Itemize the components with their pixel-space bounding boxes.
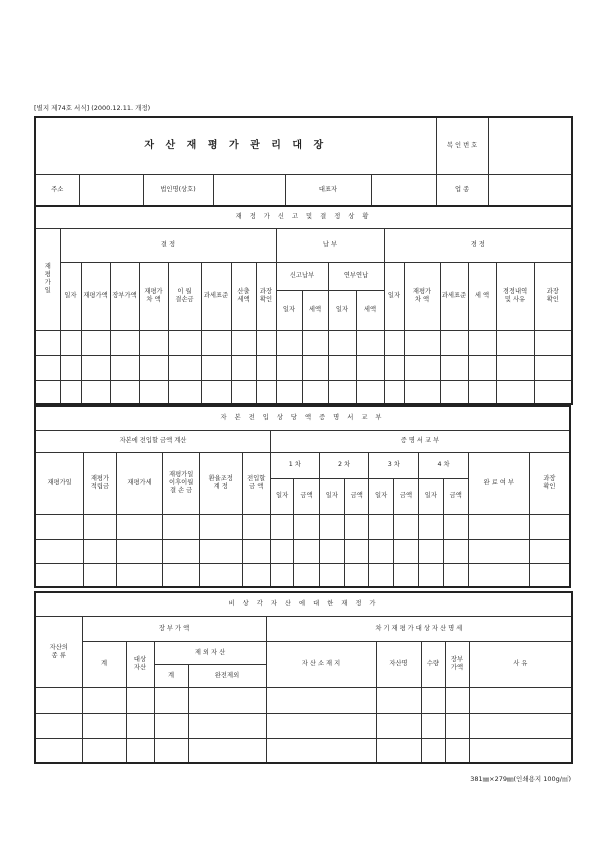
cell[interactable]	[469, 687, 572, 713]
cell[interactable]	[116, 514, 163, 539]
table-row	[35, 539, 570, 563]
cell[interactable]	[468, 330, 496, 355]
decision-col: 과세표준	[201, 262, 231, 330]
cell[interactable]	[328, 330, 356, 355]
cell[interactable]	[468, 514, 529, 539]
round-sub: 일자	[270, 478, 293, 514]
decision-header: 결 정	[60, 228, 276, 262]
correction-col: 재평가 차 액	[404, 262, 440, 330]
cell[interactable]	[443, 563, 468, 587]
round-header: 1 차	[270, 452, 319, 478]
cell[interactable]	[440, 330, 468, 355]
round-sub: 금액	[294, 478, 319, 514]
cell[interactable]	[440, 355, 468, 380]
cell[interactable]	[270, 563, 293, 587]
cell[interactable]	[188, 738, 266, 763]
cell[interactable]	[242, 539, 270, 563]
cell[interactable]	[384, 330, 404, 355]
cell[interactable]	[421, 738, 445, 763]
corp-name-value[interactable]	[213, 174, 285, 206]
section3-rows	[35, 687, 572, 763]
cell[interactable]	[404, 380, 440, 404]
cell[interactable]	[404, 355, 440, 380]
reason-header: 사 유	[469, 641, 572, 687]
cell[interactable]	[82, 738, 126, 763]
business-type-value[interactable]	[488, 174, 572, 206]
book-value-header: 장 부 가 액	[82, 616, 266, 641]
cell[interactable]	[60, 355, 81, 380]
cell[interactable]	[163, 514, 200, 539]
cell[interactable]	[110, 330, 139, 355]
corp-name-label: 법인명(상호)	[143, 174, 213, 206]
cell[interactable]	[496, 330, 534, 355]
round-sub: 일자	[319, 478, 344, 514]
cell[interactable]	[84, 514, 116, 539]
cell[interactable]	[369, 514, 393, 539]
cell[interactable]	[384, 380, 404, 404]
correction-col: 과장 확인	[534, 262, 572, 330]
round-sub: 일자	[419, 478, 443, 514]
cell[interactable]	[376, 738, 421, 763]
cell[interactable]	[35, 738, 82, 763]
section1-title: 재 정 가 신 고 및 결 정 상 황	[35, 206, 572, 228]
cell[interactable]	[168, 380, 201, 404]
quantity-header: 수량	[421, 641, 445, 687]
calc-col: 재평가 적립금	[84, 452, 116, 514]
cell[interactable]	[419, 539, 443, 563]
cell[interactable]	[82, 713, 126, 738]
cell[interactable]	[126, 687, 154, 713]
round-sub: 일자	[369, 478, 393, 514]
table-row	[35, 738, 572, 763]
cell[interactable]	[163, 539, 200, 563]
cell[interactable]	[82, 687, 126, 713]
cell[interactable]	[443, 539, 468, 563]
cell[interactable]	[126, 713, 154, 738]
cell[interactable]	[421, 687, 445, 713]
cell[interactable]	[496, 355, 534, 380]
cell[interactable]	[84, 539, 116, 563]
cell[interactable]	[468, 539, 529, 563]
cell[interactable]	[393, 539, 418, 563]
cell[interactable]	[201, 355, 231, 380]
cell[interactable]	[393, 514, 418, 539]
cell[interactable]	[231, 380, 256, 404]
cell[interactable]	[201, 380, 231, 404]
excluded-total-header: 계	[154, 664, 188, 687]
book-amount-header: 장부 가액	[445, 641, 469, 687]
total-header: 계	[82, 641, 126, 687]
cell[interactable]	[266, 687, 376, 713]
cell[interactable]	[294, 514, 319, 539]
doc-number-label: 복 인 번 호	[436, 117, 488, 174]
cell[interactable]	[319, 514, 344, 539]
next-assets-header: 차 기 재 평 가 대 상 자 산 명 세	[266, 616, 572, 641]
cell[interactable]	[276, 330, 302, 355]
cell[interactable]	[256, 355, 276, 380]
cell[interactable]	[60, 380, 81, 404]
cell[interactable]	[256, 380, 276, 404]
cell[interactable]	[139, 355, 168, 380]
cell[interactable]	[188, 687, 266, 713]
table-row	[35, 330, 572, 355]
section2-table	[34, 405, 571, 588]
address-value[interactable]	[79, 174, 143, 206]
section3-title: 비 상 각 자 산 에 대 한 재 정 가	[35, 592, 572, 616]
cell[interactable]	[468, 355, 496, 380]
asset-type-header: 자산의 종 류	[35, 616, 82, 687]
decision-col: 이 월 결손금	[168, 262, 201, 330]
cell[interactable]	[231, 355, 256, 380]
calc-col: 전입할 금 액	[242, 452, 270, 514]
section2-title: 자 본 전 입 상 당 액 증 명 서 교 부	[35, 406, 570, 430]
table-row	[35, 563, 570, 587]
cell[interactable]	[404, 330, 440, 355]
correction-col: 과세표준	[440, 262, 468, 330]
payment-sub: 일자	[276, 290, 302, 330]
cell[interactable]	[110, 355, 139, 380]
cell[interactable]	[139, 330, 168, 355]
table-row	[35, 355, 572, 380]
cell[interactable]	[534, 380, 572, 404]
cell[interactable]	[445, 713, 469, 738]
cell[interactable]	[81, 330, 110, 355]
section3-table	[34, 591, 573, 764]
cell[interactable]	[356, 355, 384, 380]
calc-col: 재평가일 이후이월 결 손 금	[163, 452, 200, 514]
cell[interactable]	[302, 355, 328, 380]
fully-depreciated-header: 완전제외	[188, 664, 266, 687]
cell[interactable]	[256, 330, 276, 355]
decision-col: 과장 확인	[256, 262, 276, 330]
section1-table	[34, 205, 573, 405]
table-row	[35, 514, 570, 539]
cell[interactable]	[81, 355, 110, 380]
round-sub: 금액	[345, 478, 369, 514]
decision-col: 재평가액	[81, 262, 110, 330]
cell[interactable]	[188, 713, 266, 738]
cell[interactable]	[345, 514, 369, 539]
payment-header: 납 부	[276, 228, 384, 262]
payment-group: 연부연납	[328, 262, 384, 290]
cell[interactable]	[294, 539, 319, 563]
cell[interactable]	[201, 330, 231, 355]
business-type-label: 업 종	[436, 174, 488, 206]
cell[interactable]	[534, 355, 572, 380]
cell[interactable]	[35, 687, 82, 713]
cell[interactable]	[276, 355, 302, 380]
cell[interactable]	[276, 380, 302, 404]
cell[interactable]	[319, 563, 344, 587]
asset-name-header: 자산명	[376, 641, 421, 687]
cell[interactable]	[376, 687, 421, 713]
address-label: 주소	[35, 174, 79, 206]
cell[interactable]	[266, 713, 376, 738]
cell[interactable]	[35, 380, 60, 404]
cell[interactable]	[84, 563, 116, 587]
cell[interactable]	[116, 539, 163, 563]
round-sub: 금액	[393, 478, 418, 514]
decision-col: 산출 세액	[231, 262, 256, 330]
doc-number-value[interactable]	[488, 117, 572, 174]
cell[interactable]	[242, 563, 270, 587]
representative-label: 대표자	[285, 174, 371, 206]
cell[interactable]	[270, 539, 293, 563]
cell[interactable]	[445, 687, 469, 713]
manager-confirm-header: 과장 확인	[529, 452, 570, 514]
decision-col: 재평가 차 액	[139, 262, 168, 330]
round-header: 3 차	[369, 452, 419, 478]
representative-value[interactable]	[371, 174, 436, 206]
section1-rows	[35, 330, 572, 404]
decision-col: 일자	[60, 262, 81, 330]
cell[interactable]	[468, 563, 529, 587]
cell[interactable]	[319, 539, 344, 563]
cell[interactable]	[469, 713, 572, 738]
cell[interactable]	[345, 539, 369, 563]
calc-col: 재평가세	[116, 452, 163, 514]
cell[interactable]	[60, 330, 81, 355]
cell[interactable]	[35, 330, 60, 355]
cell[interactable]	[126, 738, 154, 763]
completion-header: 완 료 여 부	[468, 452, 529, 514]
payment-sub: 일자	[328, 290, 356, 330]
cell[interactable]	[231, 330, 256, 355]
cell[interactable]	[369, 539, 393, 563]
cell[interactable]	[199, 539, 242, 563]
cell[interactable]	[154, 713, 188, 738]
payment-group: 신고납부	[276, 262, 328, 290]
cell[interactable]	[443, 514, 468, 539]
cell[interactable]	[81, 380, 110, 404]
cell[interactable]	[154, 687, 188, 713]
round-header: 4 차	[419, 452, 469, 478]
revaluation-date-header: 재 평 가 일	[35, 228, 60, 330]
section2-rows	[35, 514, 570, 587]
cell[interactable]	[529, 563, 570, 587]
cell[interactable]	[163, 563, 200, 587]
cell[interactable]	[496, 380, 534, 404]
cell[interactable]	[421, 713, 445, 738]
cell[interactable]	[35, 355, 60, 380]
cert-group-header: 증 명 서 교 부	[270, 430, 570, 452]
cell[interactable]	[266, 738, 376, 763]
table-row	[35, 687, 572, 713]
cell[interactable]	[154, 738, 188, 763]
cell[interactable]	[356, 380, 384, 404]
cell[interactable]	[419, 514, 443, 539]
calc-col: 재평가일	[35, 452, 84, 514]
calc-group-header: 자본에 전입할 금액 계산	[35, 430, 270, 452]
correction-col: 일자	[384, 262, 404, 330]
title-table	[34, 116, 573, 207]
round-header: 2 차	[319, 452, 369, 478]
cell[interactable]	[445, 738, 469, 763]
cell[interactable]	[168, 355, 201, 380]
cell[interactable]	[302, 380, 328, 404]
cell[interactable]	[302, 330, 328, 355]
payment-sub: 세액	[302, 290, 328, 330]
cell[interactable]	[35, 563, 84, 587]
correction-col: 세 액	[468, 262, 496, 330]
round-sub: 금액	[443, 478, 468, 514]
cell[interactable]	[35, 539, 84, 563]
cell[interactable]	[440, 380, 468, 404]
location-header: 자 산 소 재 지	[266, 641, 376, 687]
page-title: 자 산 재 평 가 관 리 대 장	[35, 117, 436, 174]
cell[interactable]	[534, 330, 572, 355]
payment-sub: 세액	[356, 290, 384, 330]
cell[interactable]	[384, 355, 404, 380]
cell[interactable]	[168, 330, 201, 355]
cell[interactable]	[369, 563, 393, 587]
cell[interactable]	[242, 514, 270, 539]
excluded-asset-header: 제 외 자 산	[154, 641, 266, 664]
cell[interactable]	[529, 539, 570, 563]
cell[interactable]	[376, 713, 421, 738]
cell[interactable]	[294, 563, 319, 587]
cell[interactable]	[393, 563, 418, 587]
cell[interactable]	[110, 380, 139, 404]
cell[interactable]	[356, 330, 384, 355]
cell[interactable]	[139, 380, 168, 404]
cell[interactable]	[345, 563, 369, 587]
decision-col: 장부가액	[110, 262, 139, 330]
correction-header: 경 정	[384, 228, 572, 262]
paper-size-note: 381㎜×279㎜(인쇄용지 100g/㎡)	[470, 775, 571, 783]
correction-col: 경정내역 및 사유	[496, 262, 534, 330]
cell[interactable]	[468, 380, 496, 404]
cell[interactable]	[270, 514, 293, 539]
form-caption: [별지 제74호 서식] (2000.12.11. 개정)	[34, 104, 151, 112]
cell[interactable]	[199, 514, 242, 539]
cell[interactable]	[469, 738, 572, 763]
cell[interactable]	[529, 514, 570, 539]
cell[interactable]	[328, 380, 356, 404]
cell[interactable]	[116, 563, 163, 587]
cell[interactable]	[419, 563, 443, 587]
target-asset-header: 대상 자산	[126, 641, 154, 687]
cell[interactable]	[35, 713, 82, 738]
cell[interactable]	[199, 563, 242, 587]
table-row	[35, 713, 572, 738]
cell[interactable]	[328, 355, 356, 380]
cell[interactable]	[35, 514, 84, 539]
calc-col: 환율조정 계 정	[199, 452, 242, 514]
table-row	[35, 380, 572, 404]
